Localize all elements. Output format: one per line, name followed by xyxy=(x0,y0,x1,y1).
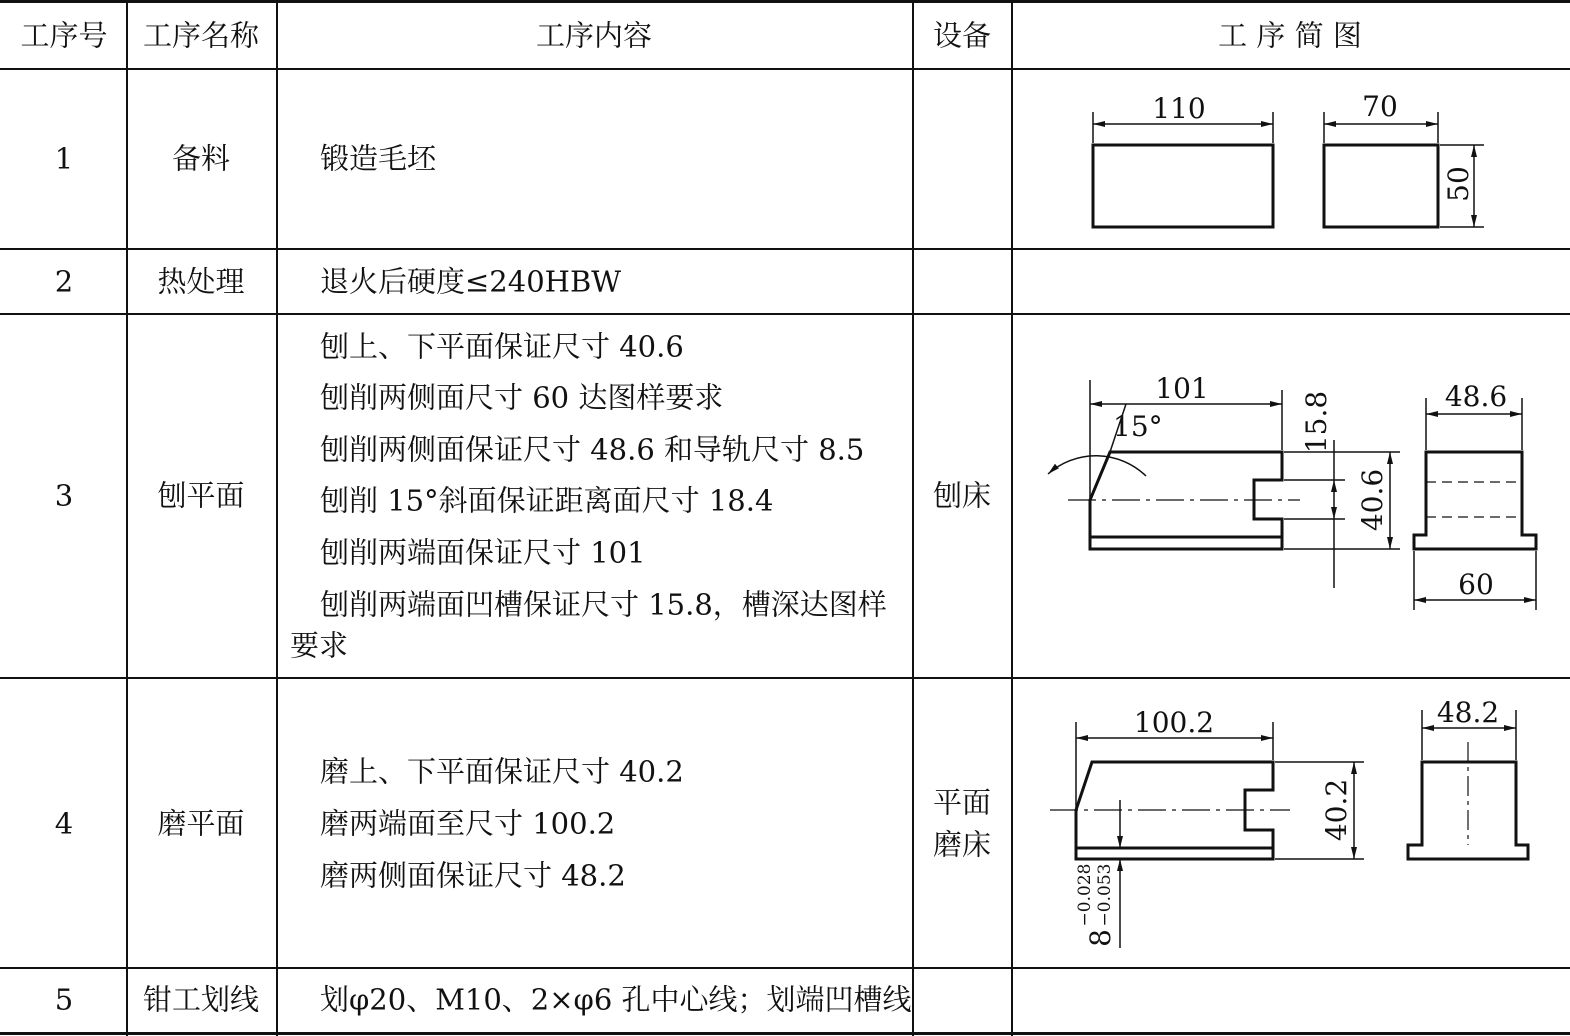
row-4-dim-48-2: 48.2 xyxy=(1436,696,1500,729)
row-3-content-line-1: 刨上、下平面保证尺寸 40.6 xyxy=(320,329,684,364)
row-3-name: 刨平面 xyxy=(157,478,245,513)
row-4-sketch xyxy=(1050,710,1528,948)
header-equipment: 设备 xyxy=(932,18,992,53)
planed-side-view xyxy=(1414,452,1536,549)
row-4-dim-tol-lower: −0.053 xyxy=(1095,863,1115,927)
row-4-name: 磨平面 xyxy=(157,806,245,841)
row-3-dim-15deg: 15° xyxy=(1113,410,1163,443)
row-3-dim-40-6: 40.6 xyxy=(1356,468,1389,532)
row-3-no: 3 xyxy=(54,478,74,513)
row-3-dim-15-8: 15.8 xyxy=(1300,390,1333,454)
row-1-dim-50: 50 xyxy=(1442,166,1475,202)
row-3-equipment: 刨床 xyxy=(932,478,992,513)
row-3-dim-60: 60 xyxy=(1458,568,1494,601)
row-3-content-line-6: 刨削两端面凹槽保证尺寸 15.8，槽深达图样 xyxy=(320,587,887,622)
header-step-no: 工序号 xyxy=(20,18,108,53)
row-4-dim-tol-upper: −0.028 xyxy=(1075,863,1095,927)
blank-front-view xyxy=(1093,145,1273,227)
row-2-no: 2 xyxy=(54,264,74,299)
blank-side-view xyxy=(1324,145,1438,227)
row-3-content-line-4: 刨削 15°斜面保证距离面尺寸 18.4 xyxy=(320,483,774,518)
row-4-equipment-line-1: 平面 xyxy=(932,785,992,820)
row-5-content: 划φ20、M10、2×φ6 孔中心线；划端凹槽线 xyxy=(320,982,912,1017)
row-3-dim-48-6: 48.6 xyxy=(1444,380,1508,413)
row-3-dim-101: 101 xyxy=(1155,372,1209,405)
row-3-content-line-7: 要求 xyxy=(290,628,349,663)
row-4-no: 4 xyxy=(54,806,74,841)
row-4-dim-8: 8 xyxy=(1084,929,1117,947)
row-4-content-line-1: 磨上、下平面保证尺寸 40.2 xyxy=(320,754,684,789)
row-5-name: 钳工划线 xyxy=(142,982,260,1017)
header-sketch: 工 序 简 图 xyxy=(1218,18,1362,53)
row-4-dim-40-2: 40.2 xyxy=(1320,778,1353,842)
row-3-content-line-5: 刨削两端面保证尺寸 101 xyxy=(320,535,646,570)
row-1-dim-110: 110 xyxy=(1152,92,1206,125)
row-1-dim-70: 70 xyxy=(1362,90,1398,123)
header-step-name: 工序名称 xyxy=(142,18,260,53)
header-step-content: 工序内容 xyxy=(535,18,653,53)
angle-arc-15 xyxy=(1048,456,1146,476)
row-3-content-line-2: 刨削两侧面尺寸 60 达图样要求 xyxy=(320,380,724,415)
row-1-no: 1 xyxy=(54,141,74,176)
row-1-content: 锻造毛坯 xyxy=(320,141,437,176)
row-4-content-line-3: 磨两侧面保证尺寸 48.2 xyxy=(320,858,626,893)
row-2-content: 退火后硬度≤240HBW xyxy=(320,264,622,299)
row-4-equipment-line-2: 磨床 xyxy=(932,827,992,862)
row-1-name: 备料 xyxy=(171,141,231,176)
row-3-content-line-3: 刨削两侧面保证尺寸 48.6 和导轨尺寸 8.5 xyxy=(320,432,865,467)
row-2-name: 热处理 xyxy=(157,264,245,299)
row-5-no: 5 xyxy=(54,982,74,1017)
row-4-content-line-2: 磨两端面至尺寸 100.2 xyxy=(320,806,616,841)
row-1-sketch xyxy=(1093,112,1484,227)
row-4-dim-100-2: 100.2 xyxy=(1133,706,1215,739)
